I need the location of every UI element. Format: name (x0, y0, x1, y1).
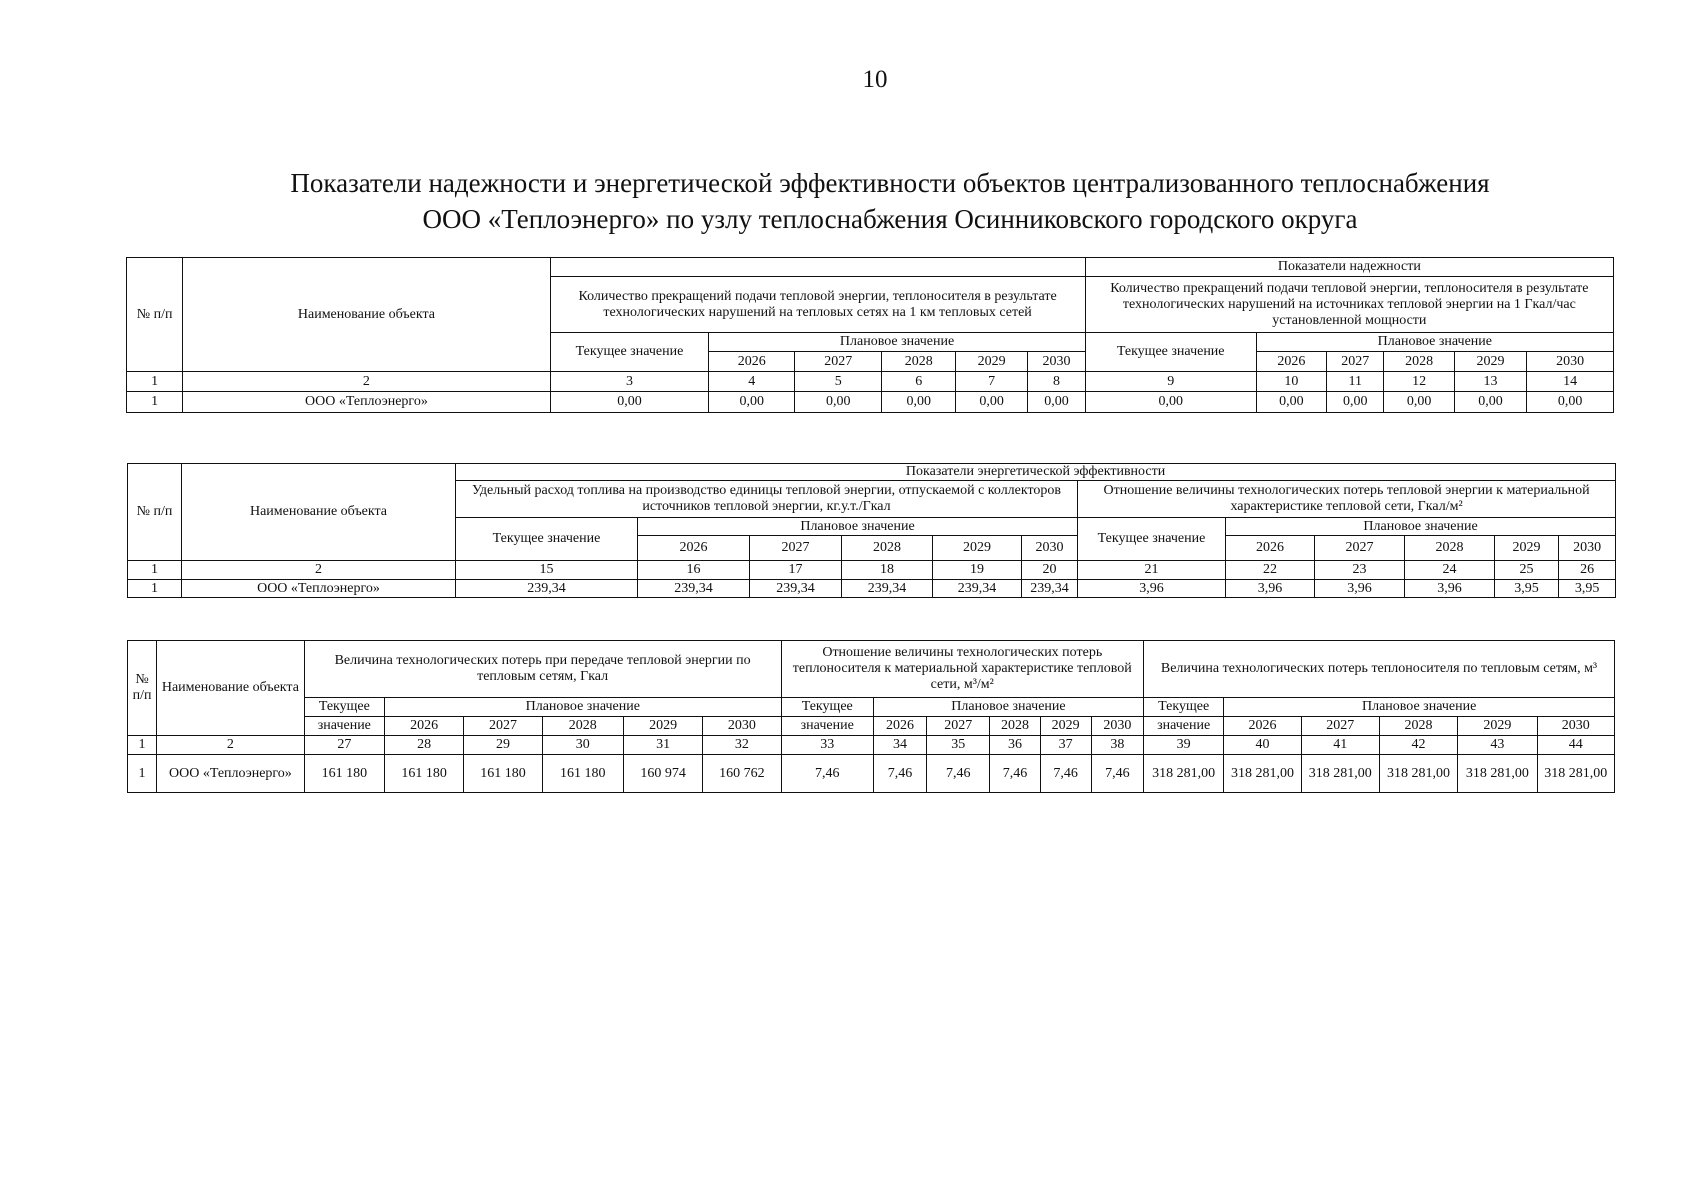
current-label-line2: значение (781, 717, 873, 736)
row-no: 1 (127, 392, 183, 413)
year-header: 2026 (1226, 536, 1315, 561)
col-number: 33 (781, 736, 873, 755)
col-number: 30 (542, 736, 623, 755)
row-no: 1 (128, 580, 182, 598)
year-header: 2028 (882, 352, 955, 372)
planned-value-header: Плановое значение (638, 518, 1078, 536)
year-header: 2026 (1224, 717, 1301, 736)
current-value-header: Текущее значение (550, 333, 709, 372)
year-header: 2030 (703, 717, 781, 736)
year-header: 2029 (1040, 717, 1091, 736)
col-number: 11 (1327, 372, 1384, 392)
indicator-source-outages: Количество прекращений подачи тепловой энергии, теплоносителя в результате технологических нарушений на источниках тепловой энергии на 1 Гкал/час установленной мощности (1085, 277, 1613, 333)
cell-value: 161 180 (464, 755, 542, 793)
col-number: 16 (638, 561, 750, 580)
document-title (0, 165, 1697, 237)
year-header: 2028 (990, 717, 1040, 736)
cell-value: 3,96 (1226, 580, 1315, 598)
year-header: 2029 (1495, 536, 1559, 561)
col-number: 25 (1495, 561, 1559, 580)
col-name-header: Наименование объекта (182, 464, 456, 561)
col-number: 28 (385, 736, 464, 755)
col-number: 23 (1315, 561, 1405, 580)
year-header: 2027 (1327, 352, 1384, 372)
year-header: 2029 (1454, 352, 1526, 372)
col-no-header: № п/п (128, 641, 157, 736)
year-header: 2027 (750, 536, 842, 561)
cell-value: 318 281,00 (1537, 755, 1614, 793)
cell-value: 7,46 (990, 755, 1040, 793)
current-value-header: Текущее значение (1078, 518, 1226, 561)
year-header: 2027 (1301, 717, 1379, 736)
reliability-indicators-table (126, 257, 1614, 413)
year-header: 2030 (1022, 536, 1078, 561)
col-number: 19 (933, 561, 1022, 580)
cell-value: 3,96 (1078, 580, 1226, 598)
cell-value: 239,34 (933, 580, 1022, 598)
col-number: 27 (304, 736, 384, 755)
cell-value: 318 281,00 (1458, 755, 1537, 793)
year-header: 2027 (794, 352, 882, 372)
col-number: 20 (1022, 561, 1078, 580)
table-row (127, 392, 1614, 413)
year-header: 2030 (1537, 717, 1614, 736)
row-name: ООО «Теплоэнерго» (157, 755, 305, 793)
col-number: 8 (1028, 372, 1085, 392)
cell-value: 0,00 (794, 392, 882, 413)
year-header: 2030 (1559, 536, 1616, 561)
cell-value: 3,96 (1405, 580, 1495, 598)
col-number: 10 (1256, 372, 1326, 392)
col-number: 1 (128, 736, 157, 755)
col-number: 12 (1384, 372, 1454, 392)
cell-value: 161 180 (385, 755, 464, 793)
col-number: 43 (1458, 736, 1537, 755)
cell-value: 318 281,00 (1379, 755, 1457, 793)
current-label-line1: Текущее (1144, 698, 1224, 717)
cell-value: 0,00 (882, 392, 955, 413)
col-number: 34 (873, 736, 926, 755)
cell-value: 0,00 (955, 392, 1027, 413)
cell-value: 0,00 (1085, 392, 1256, 413)
year-header: 2028 (1379, 717, 1457, 736)
planned-value-header: Плановое значение (1224, 698, 1615, 717)
col-number: 7 (955, 372, 1027, 392)
year-header: 2028 (1405, 536, 1495, 561)
year-header: 2029 (955, 352, 1027, 372)
year-header: 2029 (623, 717, 702, 736)
cell-value: 3,96 (1315, 580, 1405, 598)
indicator-heat-loss-ratio: Отношение величины технологических потерь тепловой энергии к материальной характеристике тепловой сети, Гкал/м² (1078, 481, 1616, 518)
year-header: 2030 (1091, 717, 1143, 736)
current-label-line1: Текущее (781, 698, 873, 717)
column-number-row (127, 372, 1614, 392)
indicator-coolant-loss-ratio: Отношение величины технологических потерь теплоносителя к материальной характеристике тепловой сети, м³/м² (781, 641, 1143, 698)
indicator-heat-transfer-losses: Величина технологических потерь при передаче тепловой энергии по тепловым сетям, Гкал (304, 641, 781, 698)
cell-value: 3,95 (1559, 580, 1616, 598)
indicator-fuel-consumption: Удельный расход топлива на производство единицы тепловой энергии, отпускаемой с коллекторов источников тепловой энергии, кг.у.т./Гкал (456, 481, 1078, 518)
col-number: 9 (1085, 372, 1256, 392)
year-header: 2030 (1527, 352, 1614, 372)
cell-value: 7,46 (873, 755, 926, 793)
cell-value: 161 180 (304, 755, 384, 793)
cell-value: 7,46 (1040, 755, 1091, 793)
cell-value: 239,34 (842, 580, 933, 598)
current-label-line2: значение (1144, 717, 1224, 736)
col-number: 22 (1226, 561, 1315, 580)
cell-value: 318 281,00 (1301, 755, 1379, 793)
group-header-efficiency: Показатели энергетической эффективности (456, 464, 1616, 481)
planned-value-header: Плановое значение (385, 698, 782, 717)
col-number: 29 (464, 736, 542, 755)
col-number: 2 (157, 736, 305, 755)
row-name: ООО «Теплоэнерго» (183, 392, 550, 413)
year-header: 2028 (1384, 352, 1454, 372)
col-number: 14 (1527, 372, 1614, 392)
col-name-header: Наименование объекта (157, 641, 305, 736)
col-number: 37 (1040, 736, 1091, 755)
table-row (128, 755, 1615, 793)
col-number: 40 (1224, 736, 1301, 755)
title-line-1: Показатели надежности и энергетической эффективности объектов централизованного теплоснабжения (290, 168, 1490, 198)
year-header: 2026 (709, 352, 795, 372)
col-number: 1 (127, 372, 183, 392)
cell-value: 239,34 (456, 580, 638, 598)
title-line-2: ООО «Теплоэнерго» по узлу теплоснабжения Осинниковского городского округа (422, 204, 1358, 234)
cell-value: 0,00 (709, 392, 795, 413)
col-number: 2 (182, 561, 456, 580)
planned-value-header: Плановое значение (709, 333, 1085, 352)
col-number: 2 (183, 372, 550, 392)
col-number: 15 (456, 561, 638, 580)
current-label-line2: значение (304, 717, 384, 736)
col-number: 13 (1454, 372, 1526, 392)
year-header: 2027 (1315, 536, 1405, 561)
col-no-header: № п/п (128, 464, 182, 561)
cell-value: 160 974 (623, 755, 702, 793)
energy-efficiency-table (127, 463, 1616, 598)
col-no-header: № п/п (127, 258, 183, 372)
col-number: 31 (623, 736, 702, 755)
row-name: ООО «Теплоэнерго» (182, 580, 456, 598)
col-number: 3 (550, 372, 709, 392)
year-header: 2026 (638, 536, 750, 561)
current-value-header: Текущее значение (456, 518, 638, 561)
cell-value: 161 180 (542, 755, 623, 793)
col-number: 39 (1144, 736, 1224, 755)
technological-losses-table (127, 640, 1615, 793)
col-number: 26 (1559, 561, 1616, 580)
col-number: 32 (703, 736, 781, 755)
col-number: 42 (1379, 736, 1457, 755)
group-header-empty (550, 258, 1085, 277)
col-number: 35 (927, 736, 990, 755)
col-name-header: Наименование объекта (183, 258, 550, 372)
year-header: 2026 (1256, 352, 1326, 372)
col-number: 21 (1078, 561, 1226, 580)
year-header: 2030 (1028, 352, 1085, 372)
cell-value: 0,00 (550, 392, 709, 413)
cell-value: 0,00 (1454, 392, 1526, 413)
col-number: 5 (794, 372, 882, 392)
col-number: 24 (1405, 561, 1495, 580)
year-header: 2026 (385, 717, 464, 736)
cell-value: 0,00 (1028, 392, 1085, 413)
cell-value: 7,46 (1091, 755, 1143, 793)
year-header: 2027 (927, 717, 990, 736)
cell-value: 7,46 (927, 755, 990, 793)
current-value-header: Текущее значение (1085, 333, 1256, 372)
indicator-coolant-losses: Величина технологических потерь теплоносителя по тепловым сетям, м³ (1144, 641, 1615, 698)
col-number: 18 (842, 561, 933, 580)
table-row (128, 580, 1616, 598)
cell-value: 0,00 (1384, 392, 1454, 413)
year-header: 2028 (542, 717, 623, 736)
col-number: 17 (750, 561, 842, 580)
group-header-reliability: Показатели надежности (1085, 258, 1613, 277)
cell-value: 239,34 (638, 580, 750, 598)
col-number: 6 (882, 372, 955, 392)
cell-value: 318 281,00 (1144, 755, 1224, 793)
year-header: 2027 (464, 717, 542, 736)
cell-value: 318 281,00 (1224, 755, 1301, 793)
col-number: 44 (1537, 736, 1614, 755)
column-number-row (128, 736, 1615, 755)
cell-value: 239,34 (1022, 580, 1078, 598)
planned-value-header: Плановое значение (1226, 518, 1616, 536)
cell-value: 0,00 (1256, 392, 1326, 413)
cell-value: 160 762 (703, 755, 781, 793)
cell-value: 0,00 (1527, 392, 1614, 413)
col-number: 41 (1301, 736, 1379, 755)
column-number-row (128, 561, 1616, 580)
col-number: 4 (709, 372, 795, 392)
year-header: 2029 (933, 536, 1022, 561)
cell-value: 3,95 (1495, 580, 1559, 598)
year-header: 2029 (1458, 717, 1537, 736)
planned-value-header: Плановое значение (873, 698, 1143, 717)
cell-value: 7,46 (781, 755, 873, 793)
row-no: 1 (128, 755, 157, 793)
col-number: 1 (128, 561, 182, 580)
indicator-network-outages: Количество прекращений подачи тепловой энергии, теплоносителя в результате технологических нарушений на тепловых сетях на 1 км тепловых сетей (550, 277, 1085, 333)
year-header: 2026 (873, 717, 926, 736)
current-label-line1: Текущее (304, 698, 384, 717)
page-number: 10 (862, 66, 888, 93)
cell-value: 239,34 (750, 580, 842, 598)
col-number: 38 (1091, 736, 1143, 755)
year-header: 2028 (842, 536, 933, 561)
planned-value-header: Плановое значение (1256, 333, 1613, 352)
col-number: 36 (990, 736, 1040, 755)
cell-value: 0,00 (1327, 392, 1384, 413)
